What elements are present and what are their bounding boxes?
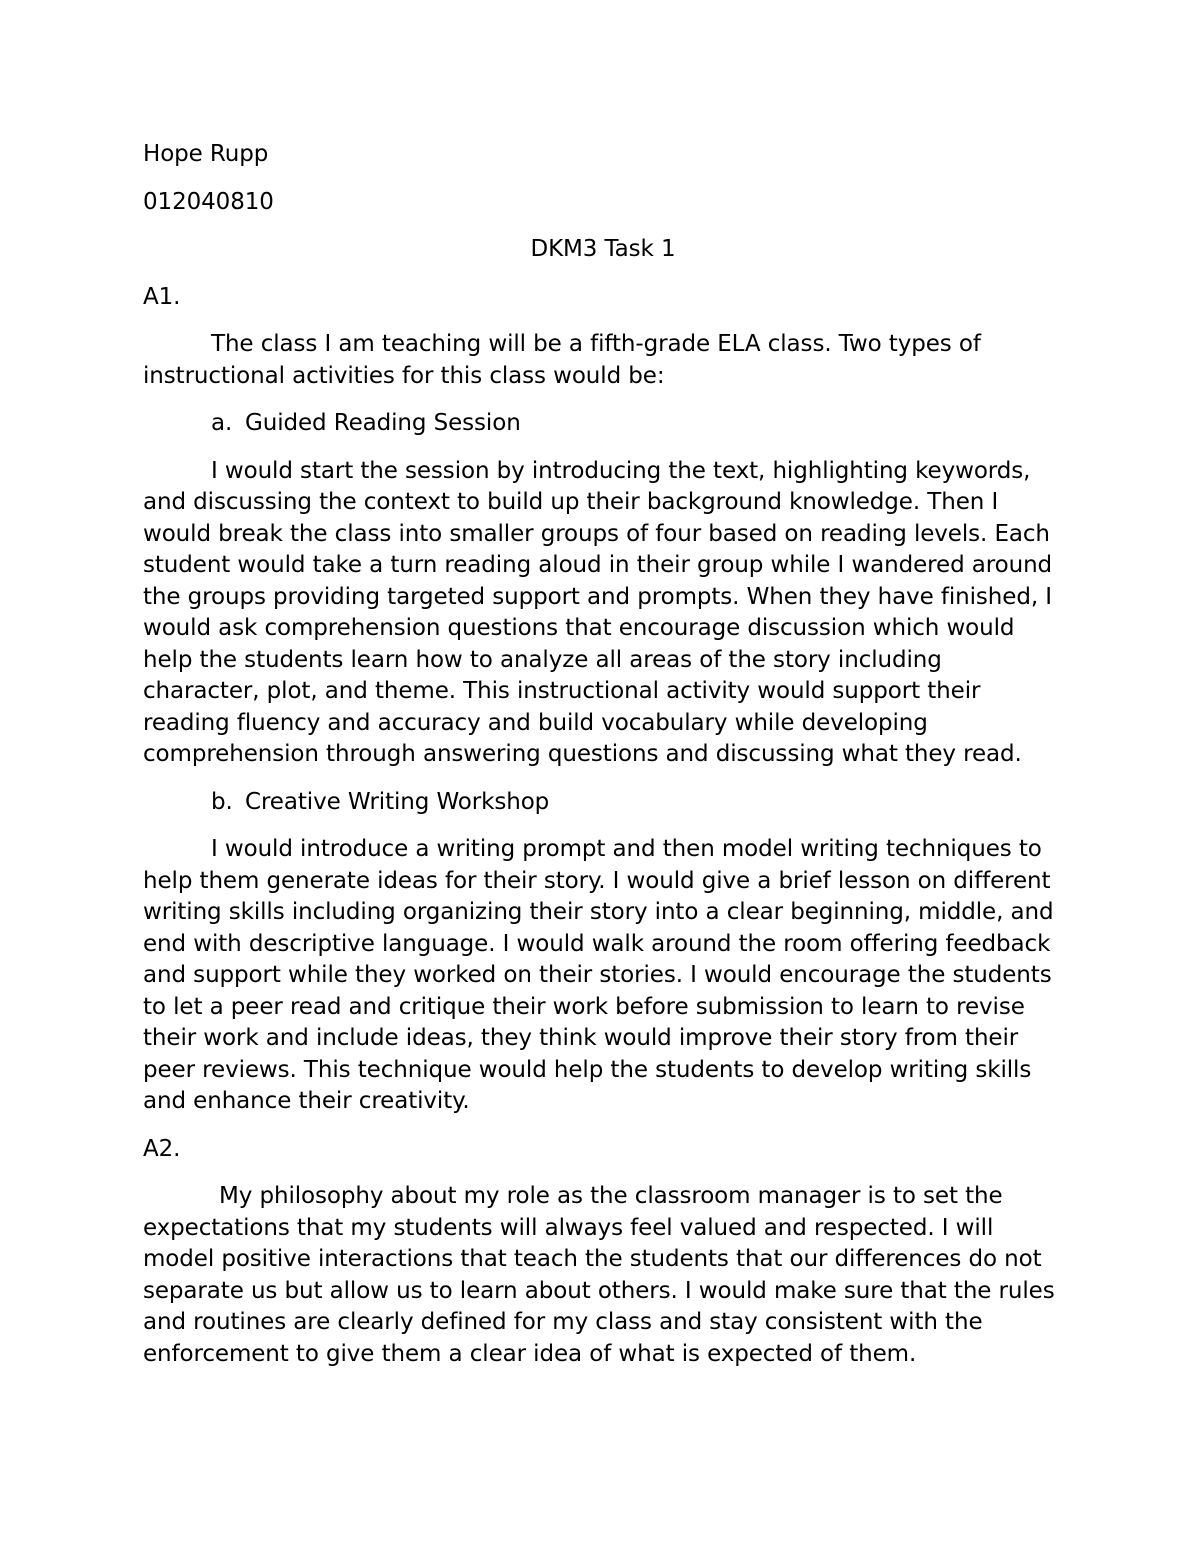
creative-writing-paragraph: I would introduce a writing prompt and then model writing techniques to help them generate ideas for their story. I would give a brief lesson on different writing skills including organizing their story into a clear beginning, middle, and end with descriptive language. I would walk around the room offering feedback and support while they worked on their stories. I would encourage the students to let a peer read and critique their work before submission to learn to revise their work and include ideas, they think would improve their story from their peer reviews. This technique would help the students to develop writing skills and enhance their creativity.	[143, 836, 1054, 1114]
student-id: 012040810	[143, 188, 274, 215]
guided-reading-paragraph: I would start the session by introducing the text, highlighting keywords, and discussing the context to build up their background knowledge. Then I would break the class into smaller groups of four based on reading levels. Each student would take a turn reading aloud in their group while I wandered around the groups providing targeted support and prompts. When they have finished, I would ask comprehension questions that encourage discussion which would help the students learn how to analyze all areas of the story including character, plot, and theme. This instructional activity would support their reading fluency and accuracy and build vocabulary while developing comprehension through answering questions and discussing what they read.	[143, 457, 1053, 767]
document-body	[143, 139, 1063, 1386]
student-name: Hope Rupp	[143, 141, 269, 167]
list-label-a: Guided Reading Session	[245, 410, 521, 436]
document-title: DKM3 Task 1	[530, 236, 676, 262]
a1-intro-paragraph: The class I am teaching will be a fifth-grade ELA class. Two types of instructional activities for this class would be:	[143, 331, 981, 389]
section-heading-a2: A2.	[143, 1135, 181, 1162]
a2-philosophy-paragraph: My philosophy about my role as the classroom manager is to set the expectations that my students will always feel valued and respected. I will model positive interactions that teach the students that our differences do not separate us but allow us to learn about others. I would make sure that the rules and routines are clearly defined for my class and stay consistent with the enforcement to give them a clear idea of what is expected of them.	[143, 1183, 1055, 1367]
list-marker-a: a.	[211, 410, 233, 436]
list-label-b: Creative Writing Workshop	[245, 788, 550, 815]
section-heading-a1: A1.	[143, 283, 181, 310]
list-item-b	[143, 787, 1063, 819]
list-marker-b: b.	[211, 788, 233, 815]
list-item-a	[143, 408, 1063, 440]
